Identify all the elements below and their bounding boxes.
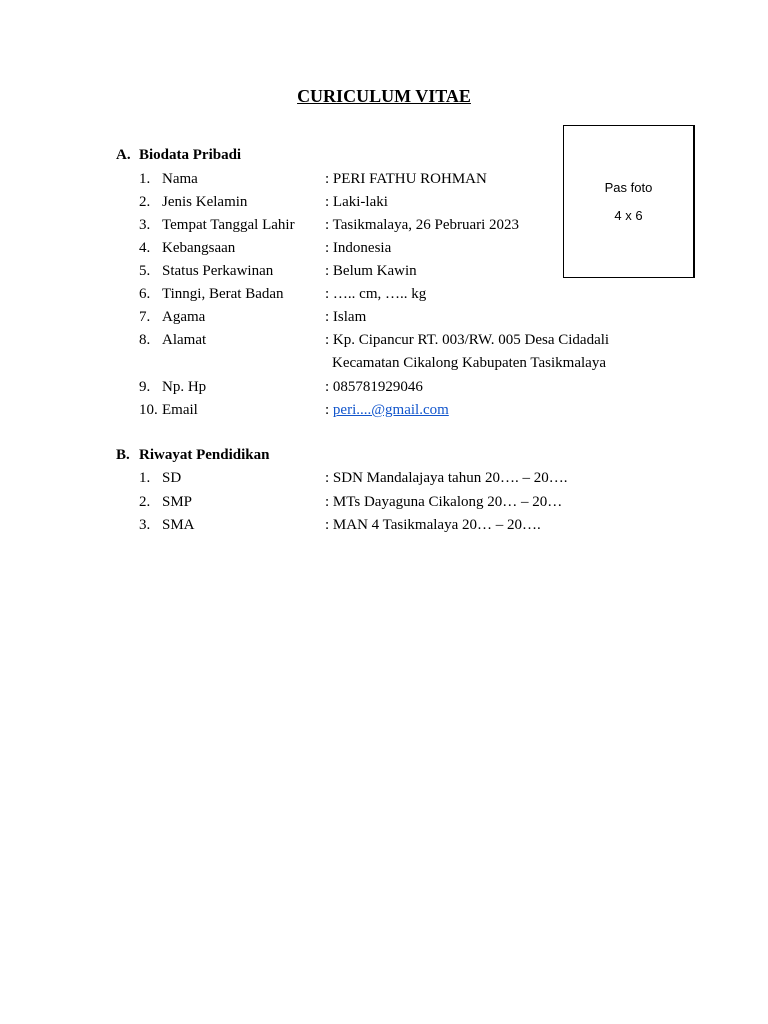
item-number: 3. (139, 517, 151, 533)
item-number: 9. (139, 379, 151, 395)
section-letter: B. (116, 447, 130, 463)
item-value: : PERI FATHU ROHMAN (325, 171, 487, 187)
item-number: 2. (139, 494, 151, 510)
photo-size: 4 x 6 (614, 208, 643, 223)
address-continuation: Kecamatan Cikalong Kabupaten Tasikmalaya (332, 355, 606, 371)
item-number: 5. (139, 263, 151, 279)
item-label: Status Perkawinan (162, 263, 274, 279)
item-number: 6. (139, 286, 151, 302)
item-label: Alamat (162, 332, 207, 348)
item-label: SMP (162, 494, 193, 510)
item-value: : 085781929046 (325, 379, 423, 395)
item-number: 10. (139, 402, 158, 418)
item-label: SD (162, 470, 182, 486)
item-number: 1. (139, 171, 151, 187)
email-colon: : (325, 402, 333, 418)
item-label: Nama (162, 171, 198, 187)
item-value: : MTs Dayaguna Cikalong 20… – 20… (325, 494, 563, 510)
item-value: : Belum Kawin (325, 263, 417, 279)
item-label: SMA (162, 517, 195, 533)
email-link[interactable]: peri....@gmail.com (332, 402, 449, 418)
item-value: : MAN 4 Tasikmalaya 20… – 20…. (325, 517, 541, 533)
item-value: : Laki-laki (325, 194, 388, 210)
item-label: Tempat Tanggal Lahir (162, 217, 295, 233)
item-label: Tinngi, Berat Badan (162, 286, 284, 302)
item-value: : Indonesia (325, 240, 392, 256)
item-label: Agama (162, 309, 206, 325)
item-label: Np. Hp (162, 379, 207, 395)
item-value: : Islam (325, 309, 367, 325)
item-number: 8. (139, 332, 151, 348)
item-number: 7. (139, 309, 151, 325)
item-value: : ….. cm, ….. kg (325, 286, 427, 302)
item-value (325, 402, 449, 419)
item-number: 2. (139, 194, 151, 210)
section-letter: A. (116, 147, 131, 163)
section-b-heading (116, 447, 269, 464)
item-number: 1. (139, 470, 151, 486)
item-value: : SDN Mandalajaya tahun 20…. – 20…. (325, 470, 568, 486)
item-label: Email (162, 402, 198, 418)
item-value: : Tasikmalaya, 26 Pebruari 2023 (325, 217, 520, 233)
item-number: 4. (139, 240, 151, 256)
photo-placeholder (563, 125, 695, 278)
item-value: : Kp. Cipancur RT. 003/RW. 005 Desa Cidadali (325, 332, 610, 348)
item-label: Kebangsaan (162, 240, 236, 256)
section-a-heading (116, 147, 241, 164)
page-title: CURICULUM VITAE (297, 86, 471, 106)
section-title: Biodata Pribadi (139, 147, 242, 163)
item-label: Jenis Kelamin (162, 194, 248, 210)
photo-label: Pas foto (604, 180, 653, 195)
section-title: Riwayat Pendidikan (139, 447, 270, 463)
item-number: 3. (139, 217, 151, 233)
